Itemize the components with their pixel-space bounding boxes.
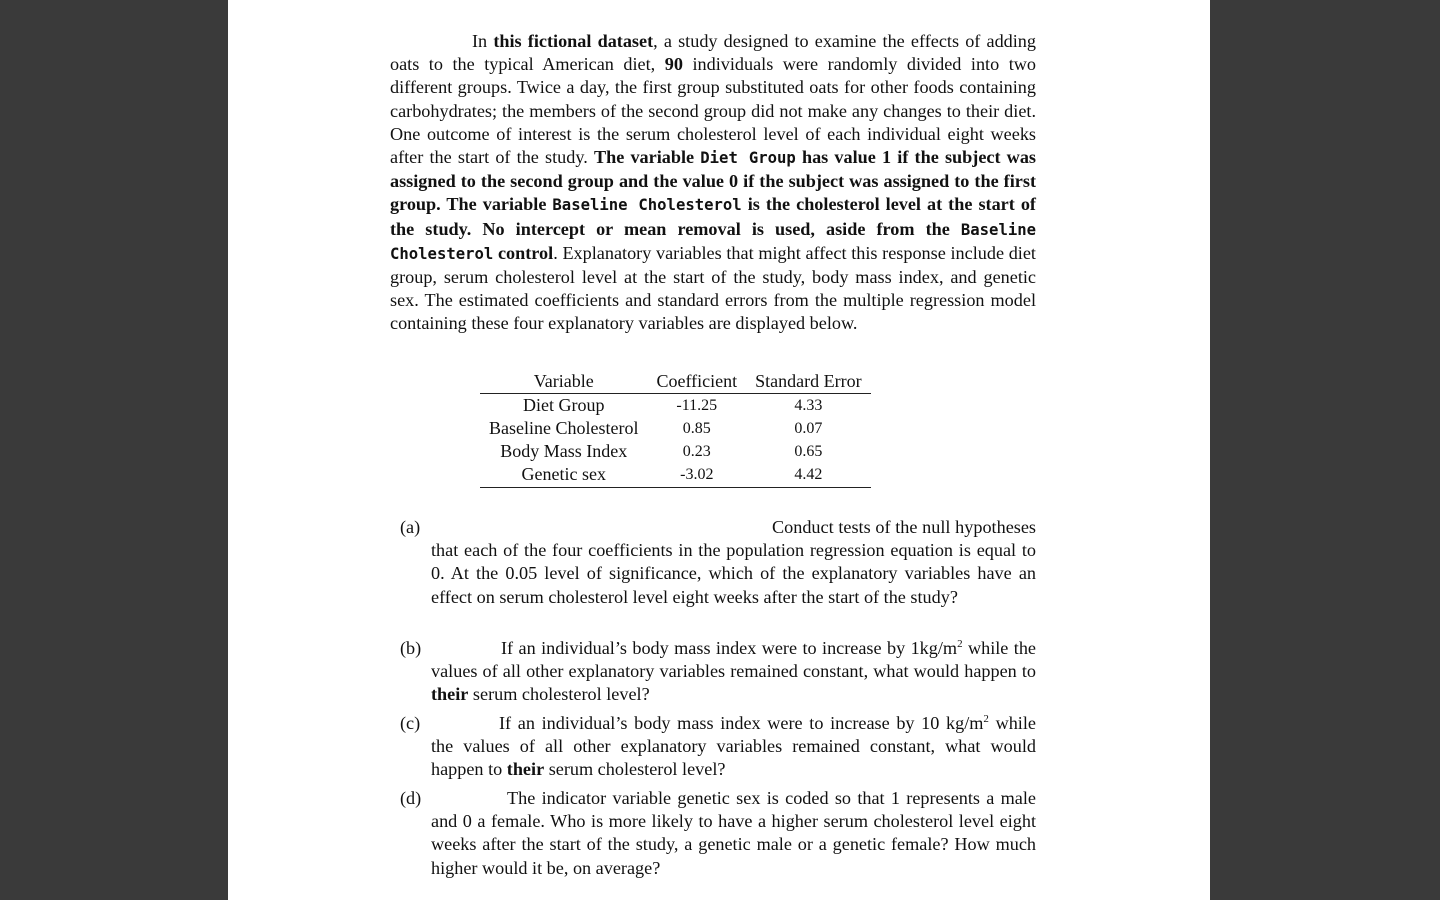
intro-text: The variable — [593, 147, 701, 168]
cell-variable: Diet Group — [522, 395, 605, 415]
table-header-row — [480, 370, 871, 394]
var-baseline-cholesterol: Baseline Cholesterol — [390, 220, 1036, 263]
header-variable: Variable — [480, 370, 647, 394]
question-b — [390, 637, 1036, 707]
intro-paragraph — [390, 30, 1036, 336]
table-row — [480, 417, 871, 440]
question-c — [390, 712, 1036, 782]
cell-se: 4.33 — [794, 397, 823, 414]
question-d — [390, 787, 1036, 880]
table-row — [480, 394, 871, 418]
question-b-text — [431, 637, 1036, 707]
cell-coefficient: 0.23 — [682, 443, 711, 460]
question-c-part: while the values of all other explanatory variables remained constant, what would happen to — [431, 713, 1036, 780]
regression-table — [480, 370, 871, 488]
question-c-label: (c) — [400, 713, 421, 733]
var-baseline-cholesterol: Baseline Cholesterol — [552, 196, 742, 215]
question-c-part: If an individual’s body mass index were to increase by 10 kg/m — [499, 713, 984, 733]
intro-text: In — [472, 31, 494, 51]
question-b-bold: their — [431, 684, 469, 705]
table-row — [480, 440, 871, 463]
question-c-bold: their — [506, 759, 545, 780]
header-standard-error: Standard Error — [746, 370, 870, 394]
question-a-text: Conduct tests of the null hypotheses that each of the four coefficients in the population regression equation is equal to 0. At the 0.05 level of significance, which of the explanatory variables have an effect on serum cholesterol level eight weeks after the start of the study? — [431, 517, 1036, 607]
intro-text: has value 1 if the subject was assigned to the second group and the value 0 if the subject was assigned to the first group. The variable — [390, 147, 1036, 215]
question-b-label: (b) — [400, 638, 422, 658]
cell-coefficient: 0.85 — [682, 420, 711, 437]
question-c-part: serum cholesterol level? — [544, 759, 726, 780]
question-d-text: The indicator variable genetic sex is coded so that 1 represents a male and 0 a female. Who is more likely to have a higher serum cholesterol level eight weeks after the start of the study, a genetic male or a genetic female? How much higher would it be, on average? — [431, 788, 1036, 878]
question-b-part: serum cholesterol level? — [468, 684, 650, 705]
question-d-label: (d) — [400, 788, 422, 808]
cell-se: 0.65 — [794, 443, 823, 460]
table-row — [480, 463, 871, 488]
cell-coefficient: -3.02 — [647, 463, 746, 488]
cell-se: 0.07 — [794, 420, 823, 437]
question-b-part: If an individual’s body mass index were to increase by 1kg/m — [501, 638, 958, 658]
question-c-sup: 2 — [983, 712, 989, 725]
intro-text: control — [493, 242, 554, 263]
intro-text: , a study designed to examine the effects of adding oats to the typical American diet, — [390, 31, 1036, 75]
question-a-label: (a) — [400, 517, 421, 537]
cell-variable: Genetic sex — [480, 463, 647, 488]
cell-variable: Body Mass Index — [500, 441, 628, 461]
header-coefficient: Coefficient — [647, 370, 746, 394]
question-a — [390, 516, 1036, 609]
cell-variable: Baseline Cholesterol — [489, 418, 639, 438]
var-diet-group: Diet Group — [700, 149, 796, 168]
intro-text: individuals were randomly divided into two different groups. Twice a day, the first group substituted oats for other foods containing carbohydrates; the members of the second group did not make any changes to their diet. One outcome of interest is the serum cholesterol level of each individual eight weeks after the start of the study. — [390, 54, 1036, 168]
cell-se: 4.42 — [746, 463, 870, 488]
intro-bold-dataset: this fictional dataset — [493, 31, 654, 51]
document-page — [228, 0, 1210, 900]
question-c-text — [431, 712, 1036, 782]
cell-coefficient: -11.25 — [676, 397, 718, 414]
intro-text: . Explanatory variables that might affect this response include diet group, serum cholesterol level at the start of the study, body mass index, and genetic sex. The estimated coefficients and standard errors from the multiple regression model containing these four explanatory variables are displayed below. — [390, 242, 1036, 334]
question-b-part: while the values of all other explanatory variables remained constant, what would happen to — [431, 638, 1036, 682]
question-b-sup: 2 — [957, 637, 963, 650]
intro-bold-count: 90 — [664, 54, 683, 75]
intro-text: is the cholesterol level at the start of the study. No intercept or mean removal is used, aside from the — [390, 194, 1036, 239]
